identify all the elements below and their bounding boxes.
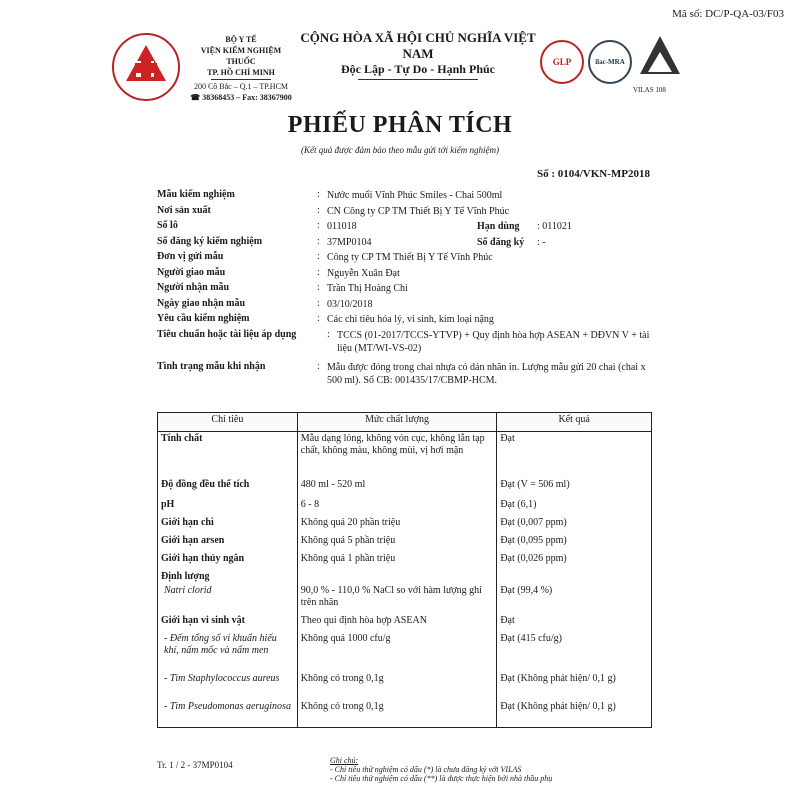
org-phone: ☎ 38368453 – Fax: 38367900	[190, 93, 292, 102]
table-row	[158, 700, 652, 728]
result-cell: Đạt (Không phát hiện/ 0,1 g)	[497, 672, 652, 700]
criterion-cell: - Đếm tổng số vi khuẩn hiếu khí, nấm mốc và nấm men	[158, 632, 298, 672]
form-number: Mã số: DC/P-QA-03/F03	[672, 8, 784, 20]
info-value: Trần Thị Hoàng Chi	[327, 283, 408, 294]
quality-cell: 90,0 % - 110,0 % NaCl so với hàm lượng ghi trên nhãn	[297, 584, 497, 614]
result-cell	[497, 570, 652, 584]
quality-cell: 480 ml - 520 ml	[297, 478, 497, 498]
nation-name: CỘNG HÒA XÃ HỘI CHỦ NGHĨA VIỆT NAM	[300, 30, 536, 61]
result-cell: Đạt	[497, 614, 652, 632]
info-value: 37MP0104	[327, 236, 372, 248]
table-row	[158, 432, 652, 478]
table-row	[158, 614, 652, 632]
info-label: Hạn dùng	[477, 221, 520, 232]
info-label: Người nhận mẫu	[157, 282, 230, 293]
quality-cell: Không quá 1 phần triệu	[297, 552, 497, 570]
info-value: 011021	[542, 221, 572, 232]
info-value: Nguyễn Xuân Đạt	[327, 267, 400, 279]
table-row	[158, 584, 652, 614]
quality-cell: Không có trong 0,1g	[297, 672, 497, 700]
info-label: Số đăng ký	[477, 236, 525, 248]
info-value: Các chỉ tiêu hóa lý, vi sinh, kim loại nặng	[327, 314, 494, 325]
result-cell: Đạt (99,4 %)	[497, 584, 652, 614]
organization-header	[186, 34, 296, 103]
result-cell: Đạt	[497, 432, 652, 478]
quality-cell	[297, 570, 497, 584]
notes-heading: Ghi chú:	[330, 756, 359, 765]
header-criterion: Chỉ tiêu	[158, 413, 298, 432]
org-city: TP. HỒ CHÍ MINH	[207, 68, 275, 77]
criterion-cell: Độ đồng đều thể tích	[158, 478, 298, 498]
org-name: VIỆN KIỂM NGHIỆM THUỐC	[200, 46, 282, 66]
info-value: 03/10/2018	[327, 298, 373, 310]
result-cell: Đạt (Không phát hiện/ 0,1 g)	[497, 700, 652, 728]
info-label: Ngày giao nhận mẫu	[157, 297, 246, 309]
ilac-mra-certification-icon: ilac-MRA	[588, 40, 632, 84]
header-result: Kết quả	[497, 413, 652, 432]
info-label: Nơi sản xuất	[157, 204, 211, 216]
criterion-cell: pH	[158, 498, 298, 516]
quality-cell: Không quá 20 phần triệu	[297, 516, 497, 534]
table-row	[158, 516, 652, 534]
header-quality-level: Mức chất lượng	[297, 413, 497, 432]
criterion-cell: Giới hạn chì	[158, 516, 298, 534]
vilas-label: VILAS 108	[633, 86, 666, 94]
note-1: - Chỉ tiêu thử nghiệm có dấu (*) là chưa đăng ký với VILAS	[330, 765, 522, 774]
criterion-cell: Tính chất	[158, 432, 298, 478]
info-value: Mẫu được đóng trong chai nhựa có dán nhãn in. Lượng mẫu gửi 20 chai (chai x 500 ml). Số CB: 001435/17/CBMP-HCM.	[327, 361, 646, 386]
result-cell: Đạt (6,1)	[497, 498, 652, 516]
quality-cell: Theo qui định hòa hợp ASEAN	[297, 614, 497, 632]
info-value: 011018	[327, 221, 357, 232]
info-label: Tiêu chuẩn hoặc tài liệu áp dụng	[157, 328, 297, 340]
result-cell: Đạt (415 cfu/g)	[497, 632, 652, 672]
page-subtitle: (Kết quả được đảm bảo theo mẫu gửi tới kiểm nghiệm)	[301, 145, 499, 155]
table-row	[158, 498, 652, 516]
info-label: Mẫu kiểm nghiệm	[157, 189, 235, 200]
footnotes	[330, 756, 552, 783]
result-cell: Đạt (0,007 ppm)	[497, 516, 652, 534]
criterion-cell: - Tìm Pseudomonas aeruginosa	[158, 700, 298, 728]
page-title: PHIẾU PHÂN TÍCH	[287, 112, 513, 138]
table-row	[158, 672, 652, 700]
quality-cell: Không quá 1000 cfu/g	[297, 632, 497, 672]
info-value: TCCS (01-2017/TCCS-YTVP) + Quy định hòa hợp ASEAN + DĐVN V + tài liệu (MT/WI-VS-02)	[337, 329, 650, 354]
result-cell: Đạt (0,095 ppm)	[497, 534, 652, 552]
quality-cell: Không có trong 0,1g	[297, 700, 497, 728]
criterion-cell: Giới hạn vi sinh vật	[158, 614, 298, 632]
info-label: Tình trạng mẫu khi nhận	[157, 360, 266, 372]
table-row	[158, 570, 652, 584]
nation-motto: Độc Lập - Tự Do - Hạnh Phúc	[340, 62, 495, 76]
info-label: Số lô	[157, 220, 178, 231]
info-value: CN Công ty CP TM Thiết Bị Y Tế Vĩnh Phúc	[327, 205, 510, 217]
org-ministry: BỘ Y TẾ	[225, 35, 257, 44]
page-number: Tr. 1 / 2 - 37MP0104	[157, 760, 233, 770]
result-cell: Đạt (0,026 ppm)	[497, 552, 652, 570]
table-row	[158, 632, 652, 672]
result-cell: Đạt (V = 506 ml)	[497, 478, 652, 498]
table-row	[158, 478, 652, 498]
quality-cell: Mẫu dạng lỏng, không vón cục, không lẫn tạp chất, không màu, không mùi, vị hơi mặn	[297, 432, 497, 478]
quality-cell: Không quá 5 phần triệu	[297, 534, 497, 552]
glp-certification-icon: GLP	[540, 40, 584, 84]
criterion-cell: Natri clorid	[158, 584, 298, 614]
note-2: - Chỉ tiêu thử nghiệm có dấu (**) là được thực hiện bởi nhà thầu phụ	[330, 774, 553, 783]
info-label: Số đăng ký kiểm nghiệm	[157, 235, 263, 247]
criterion-cell: Giới hạn arsen	[158, 534, 298, 552]
table-row	[158, 552, 652, 570]
criterion-cell: Định lượng	[158, 570, 298, 584]
info-value: Công ty CP TM Thiết Bị Y Tế Vĩnh Phúc	[327, 252, 493, 263]
sample-info: Mẫu kiểm nghiệm : Nước muối Vĩnh Phúc Smiles - Chai 500ml Nơi sản xuất : CN Công ty CP TM Thiết Bị Y Tế Vĩnh Phúc Số lô : 011018 Hạn dùng : 011021 Số đăng ký kiểm nghiệm : 37MP0104 Số đăng ký : - Đơn vị gửi mẫu : Công ty CP TM Thiết Bị Y Tế Vĩnh Phúc Người giao mẫu : Nguyễn Xuân Đạt Người nhận mẫu : Trần Thị Hoàng Chi Ngày giao nhận mẫu : 03/10/2018 Yêu cầu kiểm nghiệm : Các chỉ tiêu hóa lý, vi sinh, kim loại nặng Tiêu chuẩn hoặc tài liệu áp dụng : TCCS (01-2017/TCCS-YTVP) + Quy định hòa hợp ASEAN + DĐVN V + tài liệu (MT/WI-VS-02) Tình trạng mẫu khi nhận : Mẫu được đóng trong chai nhựa có dán nhãn in. Lượng mẫu gửi 20 chai (chai x 500 ml). Số CB: 001435/17/CBMP-HCM.	[157, 189, 657, 401]
info-label: Yêu cầu kiểm nghiệm	[157, 313, 250, 324]
info-label: Đơn vị gửi mẫu	[157, 251, 224, 262]
criterion-cell: - Tìm Staphylococcus aureus	[158, 672, 298, 700]
info-label: Người giao mẫu	[157, 266, 226, 278]
info-value: Nước muối Vĩnh Phúc Smiles - Chai 500ml	[327, 190, 503, 201]
org-address: 200 Cô Bắc – Q.1 – TP.HCM	[193, 82, 289, 91]
document-number: Số : 0104/VKN-MP2018	[536, 168, 650, 180]
institute-logo	[112, 33, 180, 101]
quality-cell: 6 - 8	[297, 498, 497, 516]
national-header	[288, 30, 548, 82]
table-row	[158, 534, 652, 552]
info-value: -	[542, 236, 546, 248]
criterion-cell: Giới hạn thủy ngân	[158, 552, 298, 570]
results-table	[157, 412, 652, 728]
